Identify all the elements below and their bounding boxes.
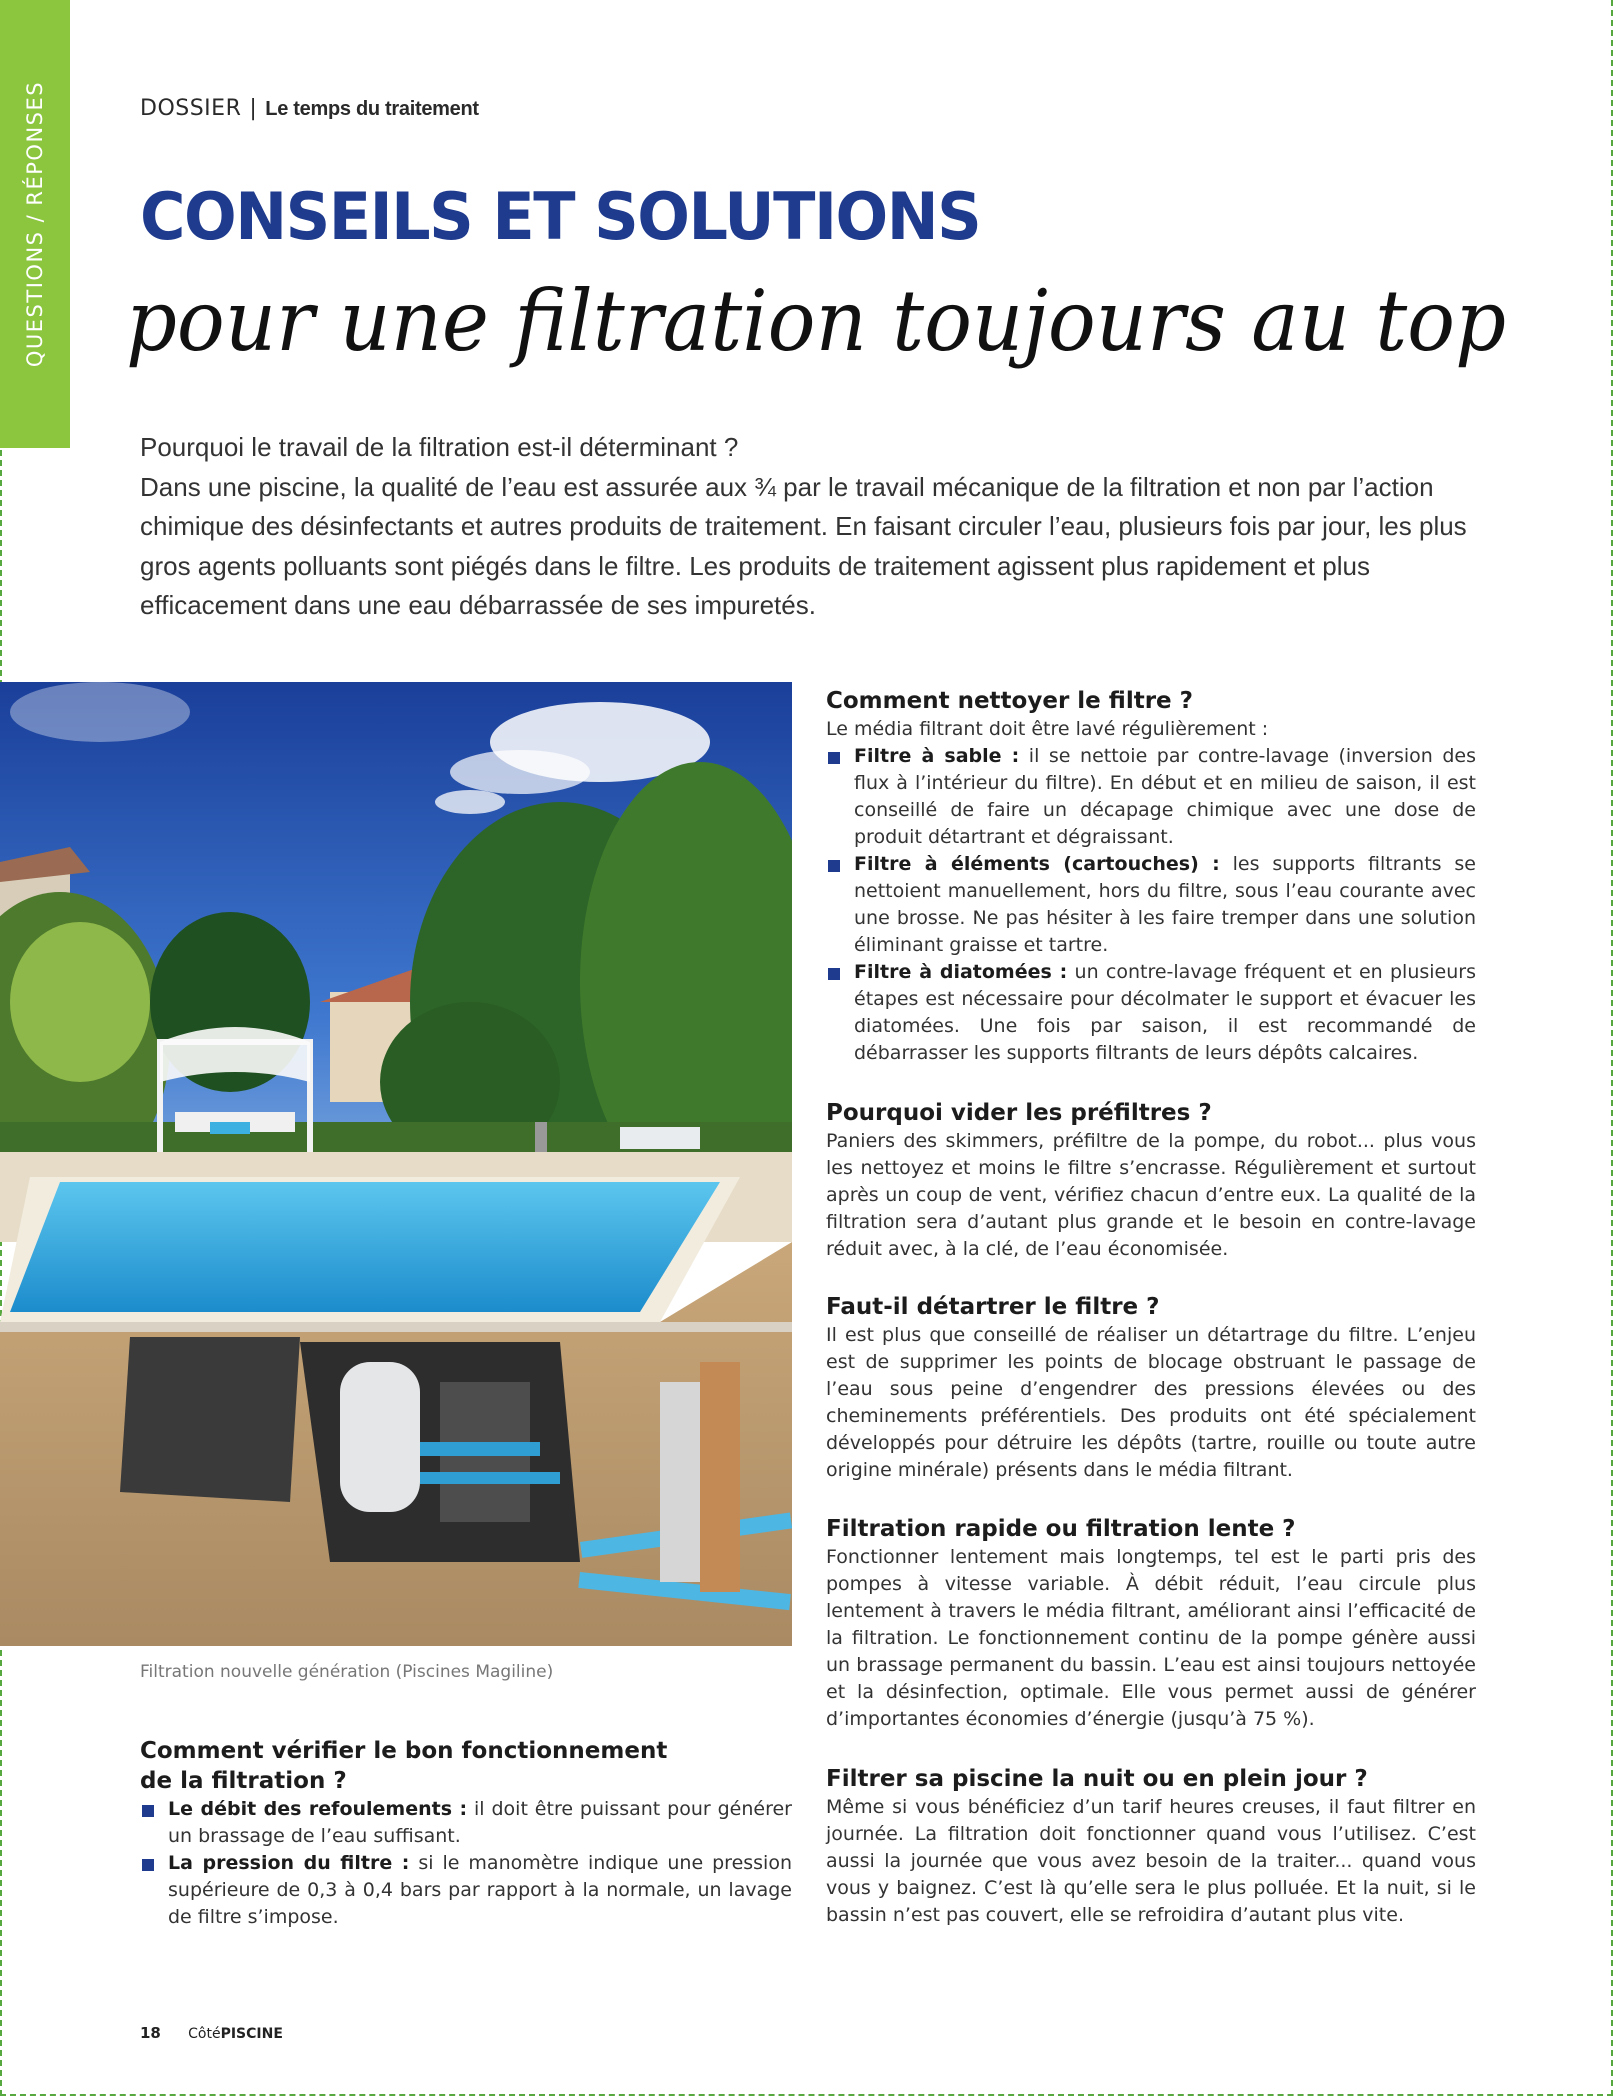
verify-list (140, 1796, 792, 1931)
section-verify-filtration (140, 1736, 792, 1931)
section-descale (826, 1292, 1476, 1484)
photo-caption: Filtration nouvelle génération (Piscines Magiline) (140, 1662, 554, 1682)
item-text: les supports filtrants se nettoient manuellement, hors du filtre, sous l’eau courante avec une brosse. Ne pas hésiter à les faire tremper dans une solution éliminant graisse et tartre. (854, 853, 1476, 956)
side-tab (0, 0, 70, 448)
section-heading-line1: Comment vérifier le bon fonctionnement (140, 1738, 668, 1764)
section-heading: Filtrer sa piscine la nuit ou en plein jour ? (826, 1766, 1368, 1792)
list-item (140, 1796, 792, 1850)
list-item (140, 1850, 792, 1931)
item-term: Filtre à sable : (854, 745, 1020, 767)
script-subtitle-text: pour une filtration toujours au top (126, 272, 1506, 370)
section-lead: Le média filtrant doit être lavé régulièrement : (826, 718, 1269, 740)
section-heading: Faut-il détartrer le filtre ? (826, 1294, 1160, 1320)
item-term: Le débit des refoulements : (168, 1798, 468, 1820)
list-item (826, 743, 1476, 851)
section-body: Fonctionner lentement mais longtemps, tel est le parti pris des pompes à vitesse variable. À débit réduit, l’eau circule plus lentement à travers le média filtrant, améliorant ainsi l’efficacité de la filtration. Le fonctionnement continu de la pompe génère aussi un brassage permanent du bassin. L’eau est ainsi toujours nettoyée et la désinfection, optimale. Elle vous permet aussi de générer d’importantes économies d’énergie (jusqu’à 75 %). (826, 1546, 1476, 1730)
section-filtration-speed (826, 1514, 1476, 1733)
item-text: il se nettoie par contre-lavage (inversion des flux à l’intérieur du filtre). En début et en milieu de saison, il est conseillé de faire un décapage chimique avec une dose de produit détartrant et dégraissant. (854, 745, 1476, 848)
intro-block (140, 428, 1480, 626)
breadcrumb (140, 96, 479, 121)
section-body: Même si vous bénéficiez d’un tarif heures creuses, il faut filtrer en journée. La filtration doit fonctionner quand vous l’utilisez. C’est aussi la journée que vous avez besoin de la traiter... quand vous vous y baignez. C’est là qu’elle sera le plus polluée. Et la nuit, si le bassin n’est pas couvert, elle se refroidira d’autant plus vite. (826, 1796, 1476, 1926)
item-term: Filtre à éléments (cartouches) : (854, 853, 1220, 875)
magazine-brand (188, 2026, 283, 2042)
item-text: il doit être puissant pour générer un brassage de l’eau suffisant. (168, 1798, 792, 1847)
page-footer (140, 2024, 283, 2042)
breadcrumb-section: DOSSIER (140, 96, 242, 121)
page-title: CONSEILS ET SOLUTIONS (140, 178, 981, 255)
section-heading-line2: de la filtration ? (140, 1768, 347, 1794)
section-heading: Filtration rapide ou filtration lente ? (826, 1516, 1296, 1542)
section-night-or-day (826, 1764, 1476, 1929)
section-heading: Comment nettoyer le filtre ? (826, 688, 1194, 714)
intro-question: Pourquoi le travail de la filtration est-il déterminant ? (140, 432, 739, 462)
intro-answer: Dans une piscine, la qualité de l’eau est assurée aux ¾ par le travail mécanique de la filtration et non par l’action chimique des désinfectants et autres produits de traitement. En faisant circuler l’eau, plusieurs fois par jour, les plus gros agents polluants sont piégés dans le filtre. Les produits de traitement agissent plus rapidement et plus efficacement dans une eau débarrassée de ses impuretés. (140, 471, 1467, 620)
breadcrumb-subsection: Le temps du traitement (265, 98, 479, 120)
list-item (826, 851, 1476, 959)
item-text: un contre-lavage fréquent et en plusieurs étapes est nécessaire pour décolmater le support et évacuer les diatomées. Une fois par saison, il est recommandé de débarrasser les supports filtrants de leurs dépôts calcaires. (854, 961, 1476, 1064)
section-prefilters (826, 1098, 1476, 1263)
pool-photo (0, 682, 792, 1646)
clean-list (826, 743, 1476, 1067)
page-number: 18 (140, 2024, 161, 2042)
section-heading: Pourquoi vider les préfiltres ? (826, 1100, 1212, 1126)
section-clean-filter (826, 686, 1476, 1067)
item-term: La pression du filtre : (168, 1852, 410, 1874)
section-body: Il est plus que conseillé de réaliser un détartrage du filtre. L’enjeu est de supprimer les points de blocage obstruant le passage de l’eau sous peine d’engendrer des pressions élevées ou des cheminements préférentiels. Des produits ont été spécialement développés pour détruire les dépôts (tartre, rouille ou toute autre origine minérale) présents dans le média filtrant. (826, 1324, 1476, 1481)
item-text: si le manomètre indique une pression supérieure de 0,3 à 0,4 bars par rapport à la normale, un lavage de filtre s’impose. (168, 1852, 793, 1928)
list-item (826, 959, 1476, 1067)
script-subtitle (120, 258, 1520, 418)
side-tab-label: QUESTIONS / RÉPONSES (23, 80, 47, 368)
item-term: Filtre à diatomées : (854, 961, 1068, 983)
brand-prefix: Côté (188, 2026, 221, 2042)
brand-suffix: PISCINE (220, 2026, 283, 2042)
breadcrumb-separator: | (249, 96, 258, 121)
section-body: Paniers des skimmers, préfiltre de la pompe, du robot... plus vous les nettoyez et moins le filtre s’encrasse. Régulièrement et surtout après un coup de vent, vérifiez chacun d’entre eux. La qualité de la filtration sera d’autant plus grande et le besoin en contre-lavage réduit avec, à la clé, de l’eau économisée. (826, 1130, 1476, 1260)
